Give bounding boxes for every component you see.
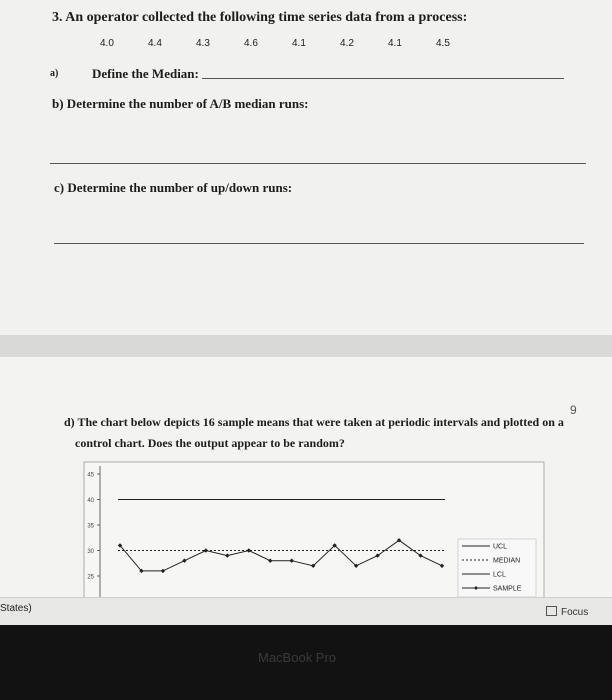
data-value: 4.1 (388, 38, 402, 49)
data-value: 4.2 (340, 38, 354, 49)
y-tick-label: 40 (87, 498, 94, 504)
data-value: 4.3 (196, 38, 210, 49)
part-b-prompt: b) Determine the number of A/B median runs: (52, 96, 309, 111)
part-a-letter: a) (50, 68, 59, 79)
data-value: 4.6 (244, 38, 258, 49)
data-value: 4.4 (148, 38, 162, 49)
data-value: 4.1 (292, 38, 306, 49)
part-c-prompt: c) Determine the number of up/down runs: (54, 180, 293, 195)
data-value: 4.0 (100, 38, 114, 49)
legend-label: LCL (493, 571, 506, 579)
legend-label: MEDIAN (493, 557, 521, 565)
status-bar (0, 597, 612, 626)
device-brand-label: MacBook Pro (258, 650, 337, 665)
focus-icon (546, 606, 557, 616)
data-value: 4.5 (436, 38, 450, 49)
legend-label: SAMPLE (493, 585, 522, 593)
status-text: States) (0, 603, 32, 614)
part-d-prompt-line-2: control chart. Does the output appear to be random? (75, 436, 345, 450)
part-d-prompt-line-1: d) The chart below depicts 16 sample means that were taken at periodic intervals and plotted on a (64, 415, 564, 429)
legend-label: UCL (493, 543, 508, 551)
focus-label: Focus (561, 607, 589, 618)
part-a-prompt: Define the Median: (92, 66, 199, 81)
page-number: 9 (570, 403, 577, 417)
y-tick-label: 25 (87, 574, 94, 581)
question-3-title: 3. An operator collected the following time series data from a process: (52, 10, 468, 25)
y-tick-label: 35 (87, 523, 94, 530)
y-tick-label: 45 (87, 472, 94, 479)
y-tick-label: 30 (87, 549, 94, 555)
focus-button[interactable] (546, 606, 588, 618)
